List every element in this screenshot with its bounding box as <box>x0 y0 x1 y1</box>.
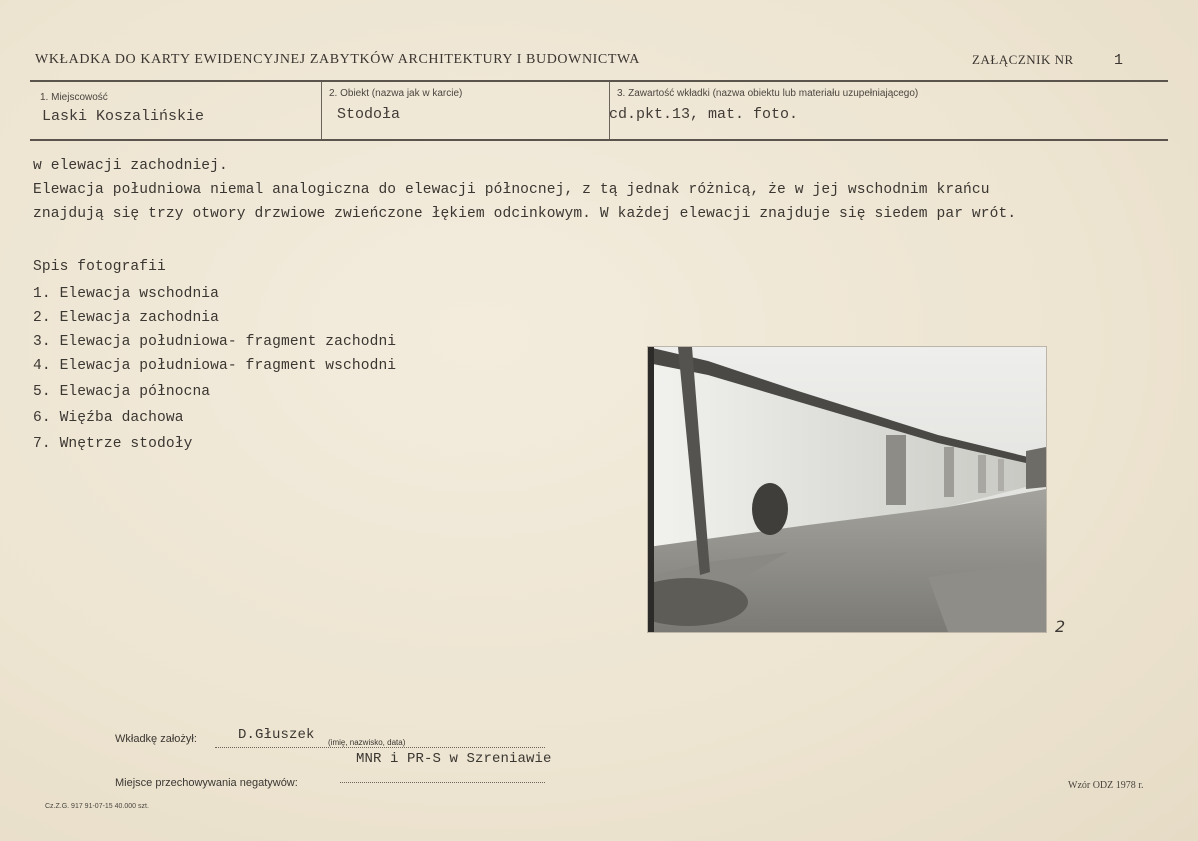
photo-list-item: 1. Elewacja wschodnia <box>33 286 220 302</box>
photo-list-item: 5. Elewacja północna <box>33 384 211 400</box>
founder-dotted-line <box>215 747 545 748</box>
header-rule-top <box>30 80 1168 82</box>
attachment-number: 1 <box>1114 52 1124 69</box>
barn-photograph-image <box>648 347 1046 632</box>
photo-number: 2 <box>1055 617 1066 636</box>
photo-list-item: 3. Elewacja południowa- fragment zachodni <box>33 334 397 350</box>
photo-list-item: 7. Wnętrze stodoły <box>33 436 193 452</box>
photo-list-heading: Spis fotografii <box>33 259 166 275</box>
field-divider-1 <box>321 82 322 139</box>
founder-label: Wkładkę założył: <box>115 733 197 745</box>
print-code: Cz.Z.G. 917 91-07-15 40.000 szt. <box>45 803 149 810</box>
body-line: znajdują się trzy otwory drzwiowe zwieńczone łękiem odcinkowym. W każdej elewacji znajduje się siedem par wrót. <box>33 206 1017 222</box>
storage-label: Miejsce przechowywania negatywów: <box>115 777 298 789</box>
storage-value: MNR i PR-S w Szreniawie <box>356 751 552 767</box>
field-label-content: 3. Zawartość wkładki (nazwa obiektu lub materiału uzupełniającego) <box>617 88 919 99</box>
photo-list-item: 6. Więźba dachowa <box>33 410 184 426</box>
field-value-content: cd.pkt.13, mat. foto. <box>609 106 799 123</box>
field-label-locality: 1. Miejscowość <box>40 92 108 103</box>
photo-list-item: 2. Elewacja zachodnia <box>33 310 220 326</box>
header-rule-bottom <box>30 139 1168 141</box>
field-value-object: Stodoła <box>337 106 401 123</box>
barn-photograph <box>648 347 1046 632</box>
founder-value: D.Głuszek <box>238 727 315 743</box>
form-model-label: Wzór ODZ 1978 r. <box>1068 780 1144 791</box>
field-value-locality: Laski Koszalińskie <box>42 108 205 125</box>
founder-hint: (imię, nazwisko, data) <box>328 738 406 747</box>
photo-list-item: 4. Elewacja południowa- fragment wschodni <box>33 358 397 374</box>
field-label-object: 2. Obiekt (nazwa jak w karcie) <box>329 88 463 99</box>
body-line: w elewacji zachodniej. <box>33 158 228 174</box>
storage-dotted-line <box>340 782 545 783</box>
form-title: WKŁADKA DO KARTY EWIDENCYJNEJ ZABYTKÓW ARCHITEKTURY I BUDOWNICTWA <box>35 52 640 67</box>
attachment-label: ZAŁĄCZNIK NR <box>972 52 1074 67</box>
body-line: Elewacja południowa niemal analogiczna do elewacji północnej, z tą jednak różnicą, że w jej wschodnim krańcu <box>33 182 990 198</box>
